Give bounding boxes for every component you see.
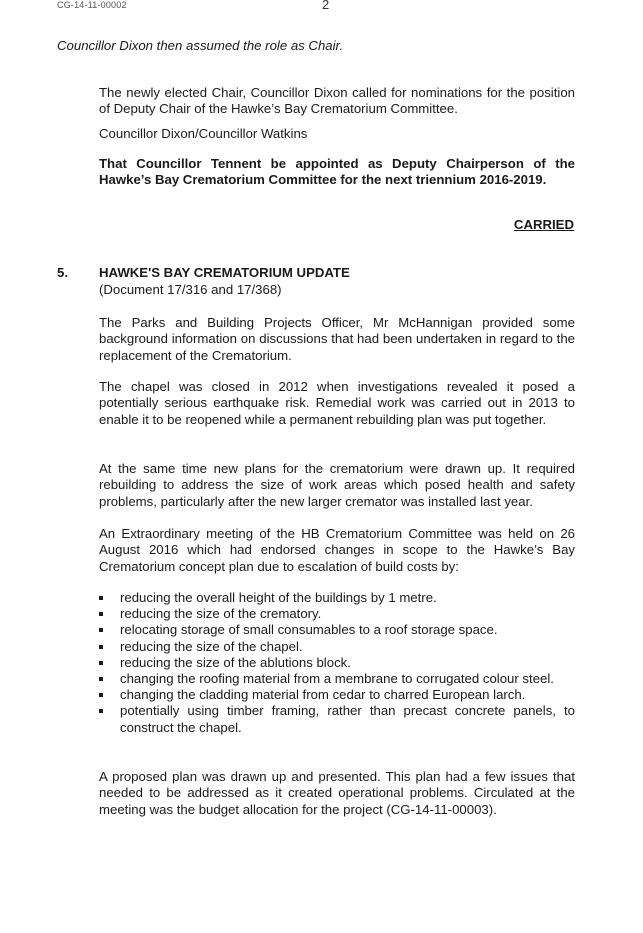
list-item: reducing the size of the crematory.	[99, 606, 575, 622]
item-title: HAWKE'S BAY CREMATORIUM UPDATE	[99, 265, 350, 280]
bullet-icon	[99, 693, 103, 697]
bullet-icon	[99, 661, 103, 665]
list-item: reducing the size of the ablutions block.	[99, 655, 575, 671]
movers-line: Councillor Dixon/Councillor Watkins	[99, 126, 308, 141]
bullet-icon	[99, 645, 103, 649]
list-item: reducing the overall height of the buildings by 1 metre.	[99, 590, 575, 606]
chair-assumed-note: Councillor Dixon then assumed the role as Chair.	[57, 38, 344, 53]
scope-change-list	[99, 590, 575, 736]
list-item: relocating storage of small consumables to a roof storage space.	[99, 622, 575, 638]
bullet-icon	[99, 596, 103, 600]
list-item: changing the roofing material from a membrane to corrugated colour steel.	[99, 671, 575, 687]
resolution-text: That Councillor Tennent be appointed as Deputy Chairperson of the Hawke’s Bay Crematorium Committee for the next triennium 2016-2019.	[99, 156, 575, 188]
page-number: 2	[322, 0, 330, 12]
list-item: potentially using timber framing, rather than precast concrete panels, to construct the chapel.	[99, 703, 575, 735]
document-id: CG-14-11-00002	[57, 0, 127, 10]
list-item: changing the cladding material from cedar to charred European larch.	[99, 687, 575, 703]
nominations-paragraph: The newly elected Chair, Councillor Dixon called for nominations for the position of Deputy Chair of the Hawke’s Bay Crematorium Committee.	[99, 85, 575, 117]
body-paragraph: An Extraordinary meeting of the HB Crematorium Committee was held on 26 August 2016 which had endorsed changes in scope to the Hawke’s Bay Crematorium concept plan due to escalation of build costs by:	[99, 526, 575, 574]
item-number: 5.	[57, 265, 68, 280]
closing-paragraph: A proposed plan was drawn up and presented. This plan had a few issues that needed to be addressed as it created operational problems. Circulated at the meeting was the budget allocation for the project (CG-14-11-00003).	[99, 769, 575, 817]
body-paragraph: At the same time new plans for the crematorium were drawn up. It required rebuilding to address the size of work areas which posed health and safety problems, particularly after the new larger cremator was installed last year.	[99, 461, 575, 509]
item-reference: (Document 17/316 and 17/368)	[99, 282, 282, 297]
body-paragraph: The Parks and Building Projects Officer, Mr McHannigan provided some background information on discussions that had been undertaken in regard to the replacement of the Crematorium.	[99, 315, 575, 363]
bullet-icon	[99, 677, 103, 681]
body-paragraph: The chapel was closed in 2012 when investigations revealed it posed a potentially serious earthquake risk. Remedial work was carried out in 2013 to enable it to be reopened while a permanent rebuilding plan was put together.	[99, 379, 575, 427]
bullet-icon	[99, 612, 103, 616]
list-item: reducing the size of the chapel.	[99, 639, 575, 655]
bullet-icon	[99, 628, 103, 632]
bullet-icon	[99, 709, 103, 713]
carried-label: CARRIED	[513, 217, 574, 232]
